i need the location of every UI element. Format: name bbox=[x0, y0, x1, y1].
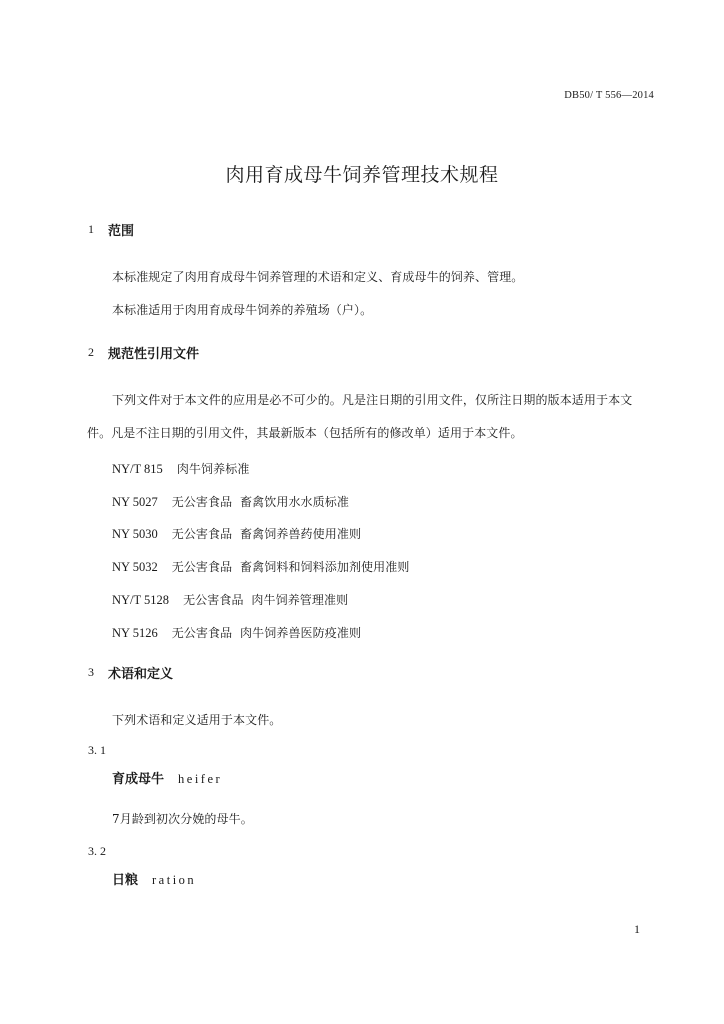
term-english: heifer bbox=[178, 772, 223, 786]
section-title: 术语和定义 bbox=[108, 667, 174, 682]
term-number: 3. 1 bbox=[88, 743, 106, 757]
reference-name: 无公害食品 肉牛饲养兽医防疫准则 bbox=[171, 626, 362, 640]
section-number: 2 bbox=[88, 345, 94, 359]
standard-code: DB50/ T 556—2014 bbox=[564, 90, 654, 101]
term-definition: 7月龄到初次分娩的母牛。 bbox=[112, 812, 253, 826]
paragraph-line: 件。凡是不注日期的引用文件，其最新版本（包括所有的修改单）适用于本文件。 bbox=[87, 426, 523, 440]
section-title: 范围 bbox=[108, 224, 135, 239]
reference-code: NY/T 5128 bbox=[112, 593, 170, 607]
paragraph-line: 下列文件对于本文件的应用是必不可少的。凡是注日期的引用文件，仅所注日期的版本适用于本文 bbox=[112, 393, 633, 407]
term-heading bbox=[112, 768, 222, 787]
section-number: 3 bbox=[88, 665, 94, 679]
term-english: ration bbox=[152, 873, 197, 887]
reference-name: 肉牛饲养标准 bbox=[176, 462, 250, 476]
reference-name: 无公害食品 畜禽饲料和饲料添加剂使用准则 bbox=[171, 560, 410, 574]
reference-name: 无公害食品 畜禽饲养兽药使用准则 bbox=[171, 527, 362, 541]
paragraph: 下列术语和定义适用于本文件。 bbox=[112, 713, 282, 727]
reference-code: NY 5126 bbox=[112, 626, 158, 640]
term-number: 3. 2 bbox=[88, 844, 106, 858]
term-chinese: 日粮 bbox=[112, 873, 139, 888]
reference-code: NY/T 815 bbox=[112, 462, 163, 476]
reference-code: NY 5032 bbox=[112, 560, 158, 574]
term-heading bbox=[112, 869, 196, 888]
document-title: 肉用育成母牛饲养管理技术规程 bbox=[225, 164, 499, 186]
reference-item bbox=[112, 523, 361, 542]
section-title: 规范性引用文件 bbox=[108, 347, 200, 362]
reference-name: 无公害食品 肉牛饲养管理准则 bbox=[183, 593, 349, 607]
term-chinese: 育成母牛 bbox=[112, 772, 165, 787]
page-number: 1 bbox=[634, 922, 640, 936]
reference-name: 无公害食品 畜禽饮用水水质标准 bbox=[171, 495, 349, 509]
reference-item bbox=[112, 622, 361, 641]
reference-item bbox=[112, 458, 249, 477]
reference-code: NY 5027 bbox=[112, 495, 158, 509]
paragraph: 本标准适用于肉用育成母牛饲养的养殖场（户）。 bbox=[112, 303, 373, 317]
reference-item bbox=[112, 589, 348, 608]
paragraph: 本标准规定了肉用育成母牛饲养管理的术语和定义、育成母牛的饲养、管理。 bbox=[112, 270, 524, 284]
reference-item bbox=[112, 491, 349, 510]
reference-code: NY 5030 bbox=[112, 527, 158, 541]
section-number: 1 bbox=[88, 222, 94, 236]
reference-item bbox=[112, 556, 409, 575]
